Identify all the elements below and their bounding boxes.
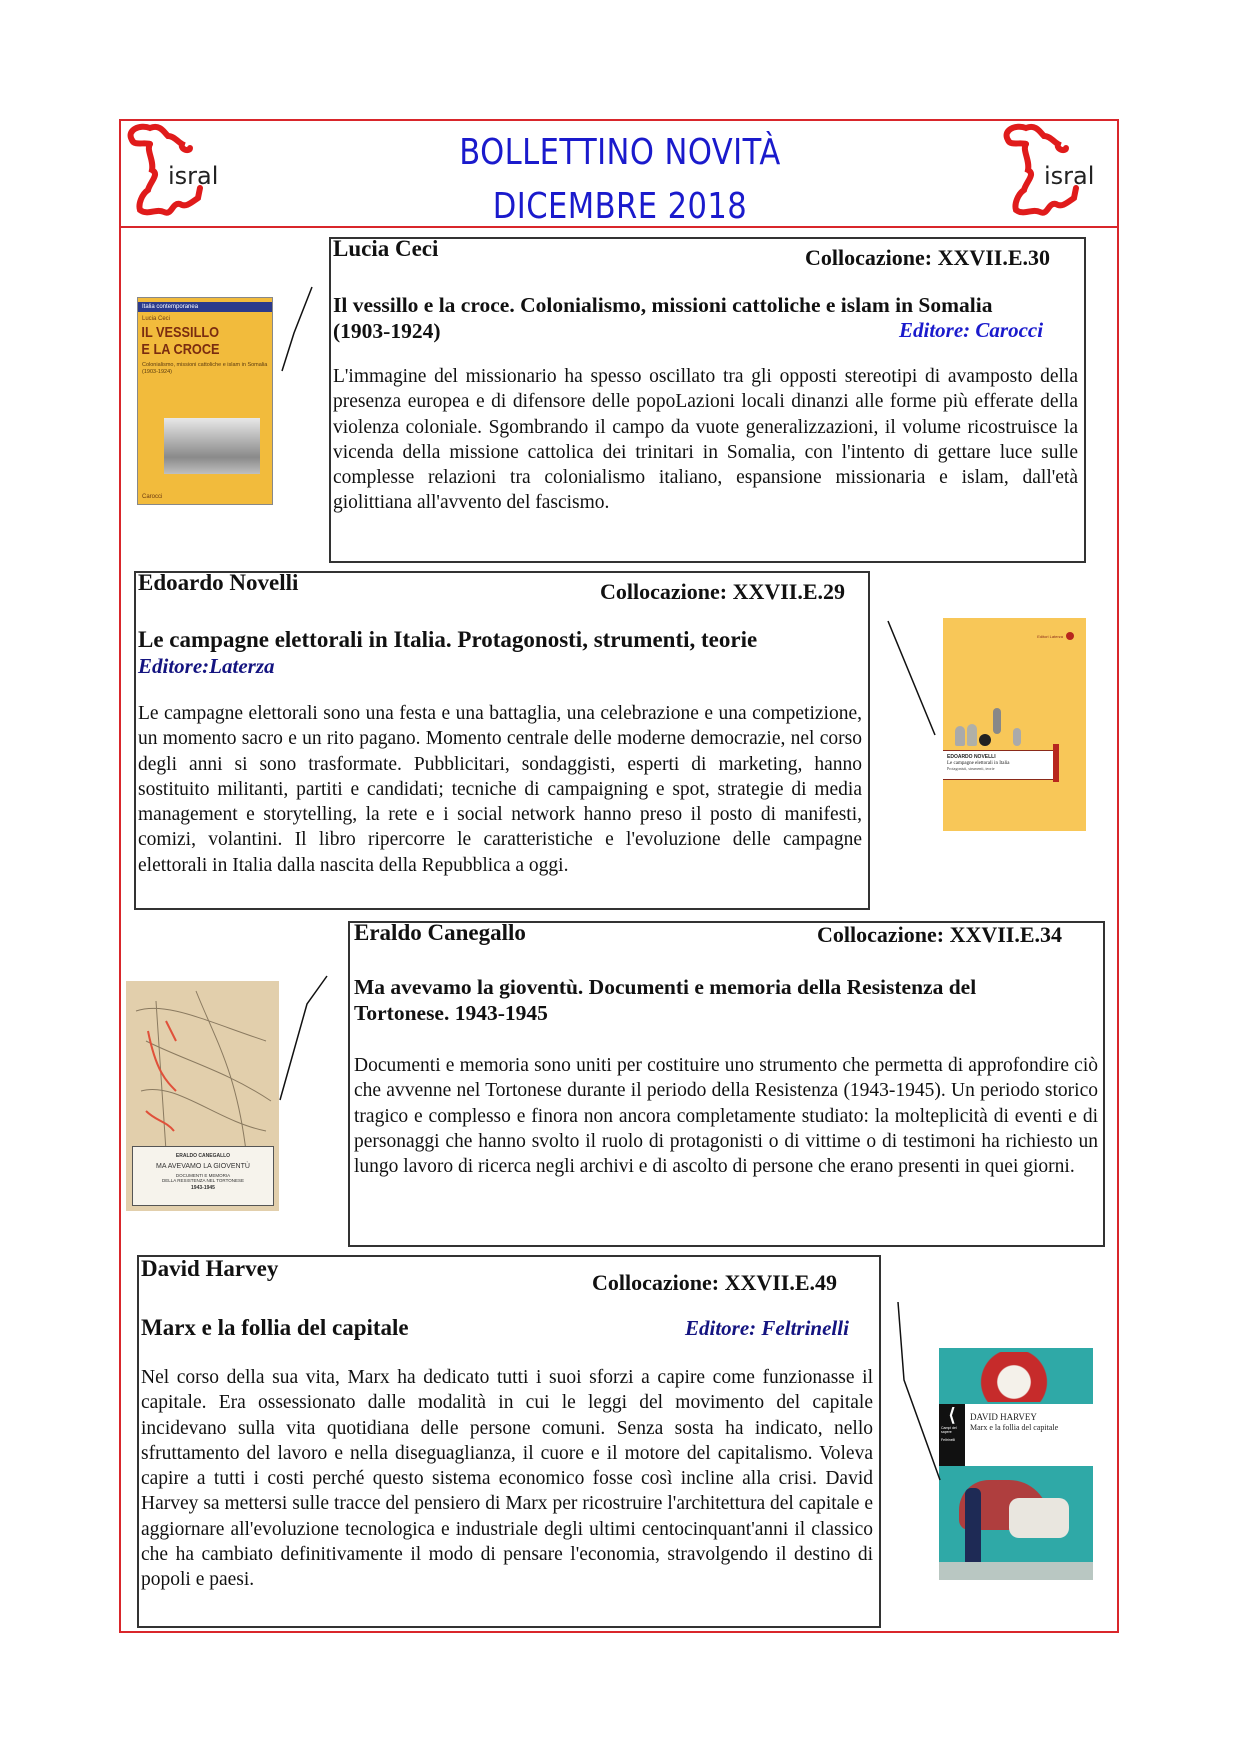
book-author: Lucia Ceci (333, 236, 439, 261)
svg-text:isral: isral (1044, 162, 1095, 190)
bulletin-title (320, 126, 920, 234)
book-title: Il vessillo e la croce. Colonialismo, missioni cattoliche e islam in Somalia (1903-1924) (333, 293, 993, 343)
connector-line (270, 285, 320, 380)
cover-photo (164, 418, 260, 474)
book-cover-ceci: Italia contemporanea Lucia Ceci IL VESSILLO E LA CROCE Colonialismo, missioni cattoliche e islam in Somalia (1903-1924) Carocci (137, 297, 273, 505)
book-description: Nel corso della sua vita, Marx ha dedicato tutti i suoi sforzi a capire come funzionasse il capitale. Era ossessionato dalle modalità in cui le leggi del movimento del capitale incidevano sulla vita quotidiana delle persone comuni. Senza sosta ha indicato, nello sfruttamento del lavoro e nella diseguaglianza, il cuore e il motore del capitalismo. Voleva capire a tutti i costi perché questo sistema economico fosse così incline alla crisi. David Harvey sa mettersi sulle tracce del pensiero di Marx per ricostruire l'architettura del capitale e aggiornare all'evoluzione tecnologica e industriale degli ultimi centocinquant'anni il classico che ha cambiato definitivamente il modo di pensare l'economia, stravolgendo il destino di popoli e paesi. (141, 1367, 873, 1591)
book-title: Ma avevamo la gioventù. Documenti e memoria della Resistenza del Tortonese. 1943-1945 (354, 975, 977, 1025)
isral-logo-right (996, 122, 1116, 222)
publisher-logo-icon (1066, 632, 1074, 640)
connector-line (275, 970, 335, 1110)
book-cover-canegallo: ERALDO CANEGALLO MA AVEVAMO LA GIOVENTÙ DOCUMENTI E MEMORIA DELLA RESISTENZA NEL TORTONESE 1943-1945 (126, 981, 279, 1211)
book-editor: Editore:Laterza (138, 654, 275, 678)
map-outline-icon (120, 122, 240, 222)
book-author: David Harvey (141, 1256, 279, 1281)
book-collocazione: Collocazione: XXVII.E.49 (592, 1270, 838, 1295)
connector-line (890, 1290, 950, 1490)
book-collocazione: Collocazione: XXVII.E.30 (805, 245, 1051, 270)
book-title: Marx e la follia del capitale (141, 1315, 409, 1340)
book-editor: Editore: Carocci (899, 318, 1044, 342)
cover-walking-man (965, 1488, 981, 1568)
book-description: L'immagine del missionario ha spesso oscillato tra gli opposti stereotipi di avamposto della presenza europea e di difensore delle popoLazioni locali dinanzi alle forme più efferate della violenza coloniale. Sgombrando il campo da vuote generalizzazioni, il volume ricostruisce la vicenda della missione cattolica dei trinitari in Somalia, con l'intento di gettare luce sulle complesse relazioni tra colonialismo italiano, espansione missionaria e islam, dall'età giolittiana all'avvento del fascismo. (333, 366, 1078, 514)
svg-text:isral: isral (168, 162, 219, 190)
map-outline-icon (996, 122, 1116, 222)
book-cover-novelli: Editori Laterza EDOARDO NOVELLI Le campagne elettorali in Italia Protagonisti, strumenti, teorie (943, 618, 1086, 831)
book-collocazione: Collocazione: XXVII.E.29 (600, 579, 846, 604)
book-author: Edoardo Novelli (138, 570, 299, 595)
book-title: Le campagne elettorali in Italia. Protagonosti, strumenti, teorie (138, 627, 758, 652)
cover-santa-marx (969, 1352, 1059, 1402)
isral-logo-left (120, 122, 240, 222)
book-editor: Editore: Feltrinelli (685, 1316, 849, 1340)
feltrinelli-logo-icon: ⟨ (948, 1405, 956, 1425)
connector-line (885, 615, 945, 745)
title-line-2: DICEMBRE 2018 (492, 186, 748, 227)
book-author: Eraldo Canegallo (354, 920, 526, 945)
title-line-1: BOLLETTINO NOVITÀ (459, 132, 781, 173)
book-collocazione: Collocazione: XXVII.E.34 (817, 922, 1063, 947)
cover-illustration (953, 708, 1031, 748)
book-cover-harvey: ⟨ Campi del sapere Feltrinelli DAVID HARVEY Marx e la follia del capitale (939, 1348, 1093, 1580)
book-description: Documenti e memoria sono uniti per costituire uno strumento che permetta di approfondire ciò che avvenne nel Tortonese durante il periodo della Resistenza (1943-1945). Un periodo storico tragico e complesso e finora non ancora completamente studiato: la molteplicità di eventi e di personaggi che hanno svolto il ruolo di protagonisti o di vittime o di testimoni ha richiesto un lungo lavoro di ricerca negli archivi e di ascolto di persone che erano presenti in quei giorni. (354, 1055, 1098, 1178)
book-description: Le campagne elettorali sono una festa e una battaglia, una celebrazione e una competizione, un momento sacro e un rito pagano. Momento centrale delle moderne democrazie, nel corso degli anni si sono trasformate. Pubblicitari, sondaggisti, esperti di marketing, hanno sostituito militanti, partiti e candidati; tecniche di campaigning e spot, strategie di media management e storytelling, la rete e i social network hanno preso il posto di manifesti, comizi, volantini. Il libro ripercorre le caratteristiche e l'evoluzione delle campagne elettorali in Italia dalla nascita della Repubblica a oggi. (138, 703, 862, 876)
